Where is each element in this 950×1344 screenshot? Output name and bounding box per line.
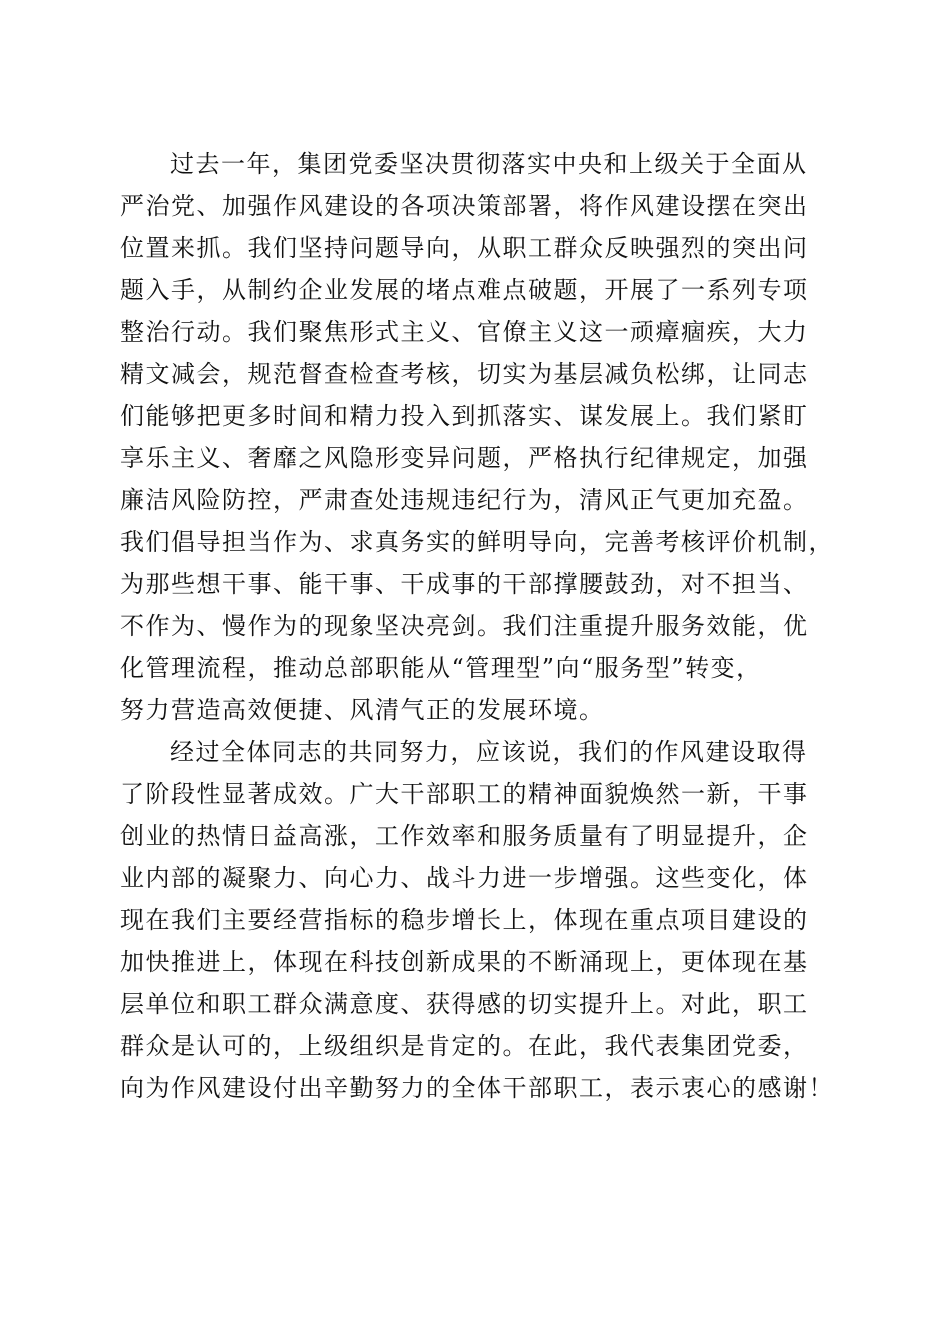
paragraph-line: 层单位和职工群众满意度、获得感的切实提升上。对此，职工 — [120, 990, 809, 1018]
paragraph-line: 创业的热情日益高涨，工作效率和服务质量有了明显提升，企 — [120, 822, 809, 850]
paragraph-line: 现在我们主要经营指标的稳步增长上，体现在重点项目建设的 — [120, 906, 809, 934]
paragraph-line: 精文减会，规范督查检查考核，切实为基层减负松绑，让同志 — [120, 360, 809, 388]
paragraph-line: 廉洁风险防控，严肃查处违规违纪行为，清风正气更加充盈。 — [120, 486, 809, 514]
paragraph-line: 我们倡导担当作为、求真务实的鲜明导向，完善考核评价机制， — [120, 528, 834, 556]
paragraph-line: 不作为、慢作为的现象坚决亮剑。我们注重提升服务效能，优 — [120, 612, 809, 640]
paragraph-line: 了阶段性显著成效。广大干部职工的精神面貌焕然一新，干事 — [120, 780, 809, 808]
document-body — [120, 143, 834, 1109]
paragraph-line: 经过全体同志的共同努力，应该说，我们的作风建设取得 — [170, 738, 808, 766]
paragraph-line: 过去一年，集团党委坚决贯彻落实中央和上级关于全面从 — [170, 150, 808, 178]
paragraph-line: 业内部的凝聚力、向心力、战斗力进一步增强。这些变化，体 — [120, 864, 809, 892]
paragraph-line: 加快推进上，体现在科技创新成果的不断涌现上，更体现在基 — [120, 948, 809, 976]
paragraph-line: 努力营造高效便捷、风清气正的发展环境。 — [120, 696, 605, 724]
paragraph-1 — [120, 143, 834, 731]
paragraph-line: 化管理流程，推动总部职能从“管理型”向“服务型”转变， — [120, 654, 762, 682]
paragraph-line: 群众是认可的，上级组织是肯定的。在此，我代表集团党委， — [120, 1032, 809, 1060]
paragraph-line: 们能够把更多时间和精力投入到抓落实、谋发展上。我们紧盯 — [120, 402, 809, 430]
paragraph-line: 位置来抓。我们坚持问题导向，从职工群众反映强烈的突出问 — [120, 234, 809, 262]
paragraph-line: 严治党、加强作风建设的各项决策部署，将作风建设摆在突出 — [120, 192, 809, 220]
paragraph-line: 享乐主义、奢靡之风隐形变异问题，严格执行纪律规定，加强 — [120, 444, 809, 472]
paragraph-2 — [120, 731, 834, 1109]
paragraph-line: 为那些想干事、能干事、干成事的干部撑腰鼓劲，对不担当、 — [120, 570, 809, 598]
paragraph-line: 整治行动。我们聚焦形式主义、官僚主义这一顽瘴痼疾，大力 — [120, 318, 809, 346]
paragraph-line: 题入手，从制约企业发展的堵点难点破题，开展了一系列专项 — [120, 276, 809, 304]
paragraph-line: 向为作风建设付出辛勤努力的全体干部职工，表示衷心的感谢！ — [120, 1074, 834, 1102]
